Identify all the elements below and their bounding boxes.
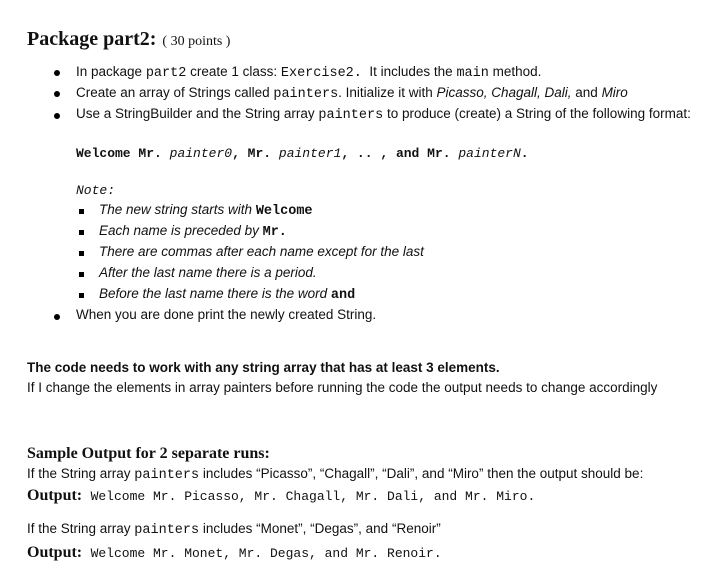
bullet-icon [54, 113, 60, 119]
note-2-text: Each name is preceded by [99, 223, 263, 238]
instruction-bullet-3 [76, 106, 691, 123]
square-bullet-icon [79, 230, 84, 235]
b1-text-3: It includes the [361, 64, 457, 79]
b1-code-main: main [456, 66, 489, 81]
sample-run-1-desc [27, 466, 643, 483]
run2-code: painters [134, 523, 200, 538]
requirement-line-2: If I change the elements in array painters before running the code the output needs to change accordingly [27, 380, 658, 395]
b2-text-2: . Initialize it with [338, 85, 437, 100]
fmt-dots: , .. , [341, 146, 389, 161]
note-item-1 [99, 202, 313, 219]
b1-text-4: method. [488, 64, 542, 79]
b3-text-2: to produce (create) a String of the following format: [383, 106, 691, 121]
output-text-1: Welcome Mr. Picasso, Mr. Chagall, Mr. Dali, and Mr. Miro. [90, 489, 536, 504]
note-item-4: After the last name there is a period. [99, 265, 317, 280]
output-label: Output: [27, 487, 83, 504]
format-template [76, 146, 529, 161]
b1-text-2: create 1 class: [186, 64, 281, 79]
fmt-painter1: painter1 [278, 146, 342, 161]
fmt-and: and Mr. [395, 146, 451, 161]
note-5-text: Before the last name there is the word [99, 286, 331, 301]
instruction-bullet-1 [76, 64, 541, 81]
bullet-icon [54, 91, 60, 97]
sample-heading: Sample Output for 2 separate runs: [27, 445, 270, 462]
b2-text-1: Create an array of Strings called [76, 85, 274, 100]
square-bullet-icon [79, 251, 84, 256]
b3-text-1: Use a StringBuilder and the String array [76, 106, 319, 121]
points-label: ( 30 points ) [162, 34, 231, 49]
b2-italic-names: Picasso, Chagall, Dali, [436, 85, 572, 100]
title-text: Package part2: [27, 28, 157, 50]
page-title [27, 28, 230, 51]
run2-text-1: If the String array [27, 521, 135, 536]
b3-code-painters: painters [318, 108, 384, 123]
sample-output-1 [27, 487, 535, 505]
output-label: Output: [27, 544, 83, 561]
square-bullet-icon [79, 293, 84, 298]
b2-text-3: and [571, 85, 602, 100]
note-item-2 [99, 223, 287, 240]
run1-code: painters [134, 468, 200, 483]
requirement-line-1: The code needs to work with any string array that has at least 3 elements. [27, 360, 500, 375]
sample-output-2 [27, 544, 442, 562]
note-label: Note: [76, 183, 116, 198]
b1-text-1: In package [76, 64, 146, 79]
b2-italic-miro: Miro [601, 85, 628, 100]
square-bullet-icon [79, 272, 84, 277]
fmt-painterN: painterN [458, 146, 521, 161]
sample-run-2-desc [27, 521, 441, 538]
instruction-bullet-2 [76, 85, 628, 102]
note-1-code: Welcome [255, 204, 313, 219]
note-1-text: The new string starts with [99, 202, 256, 217]
run1-text-2: includes “Picasso”, “Chagall”, “Dali”, and “Miro” then the output should be: [199, 466, 644, 481]
b2-code-painters: painters [273, 87, 339, 102]
b1-code-package: part2 [145, 66, 187, 81]
fmt-period: . [520, 146, 529, 161]
run2-text-2: includes “Monet”, “Degas”, and “Renoir” [199, 521, 441, 536]
note-item-3: There are commas after each name except for the last [99, 244, 424, 259]
note-item-5 [99, 286, 355, 303]
fmt-welcome: Welcome Mr. [76, 146, 162, 161]
fmt-painter0: painter0 [169, 146, 233, 161]
bullet-icon [54, 70, 60, 76]
instruction-bullet-4: When you are done print the newly created String. [76, 307, 377, 322]
fmt-sep: , Mr. [232, 146, 272, 161]
b1-code-class: Exercise2. [280, 66, 362, 81]
bullet-icon [54, 314, 60, 320]
square-bullet-icon [79, 209, 84, 214]
run1-text-1: If the String array [27, 466, 135, 481]
output-text-2: Welcome Mr. Monet, Mr. Degas, and Mr. Renoir. [90, 546, 442, 561]
note-5-code: and [330, 288, 356, 303]
note-2-code: Mr. [262, 225, 287, 240]
